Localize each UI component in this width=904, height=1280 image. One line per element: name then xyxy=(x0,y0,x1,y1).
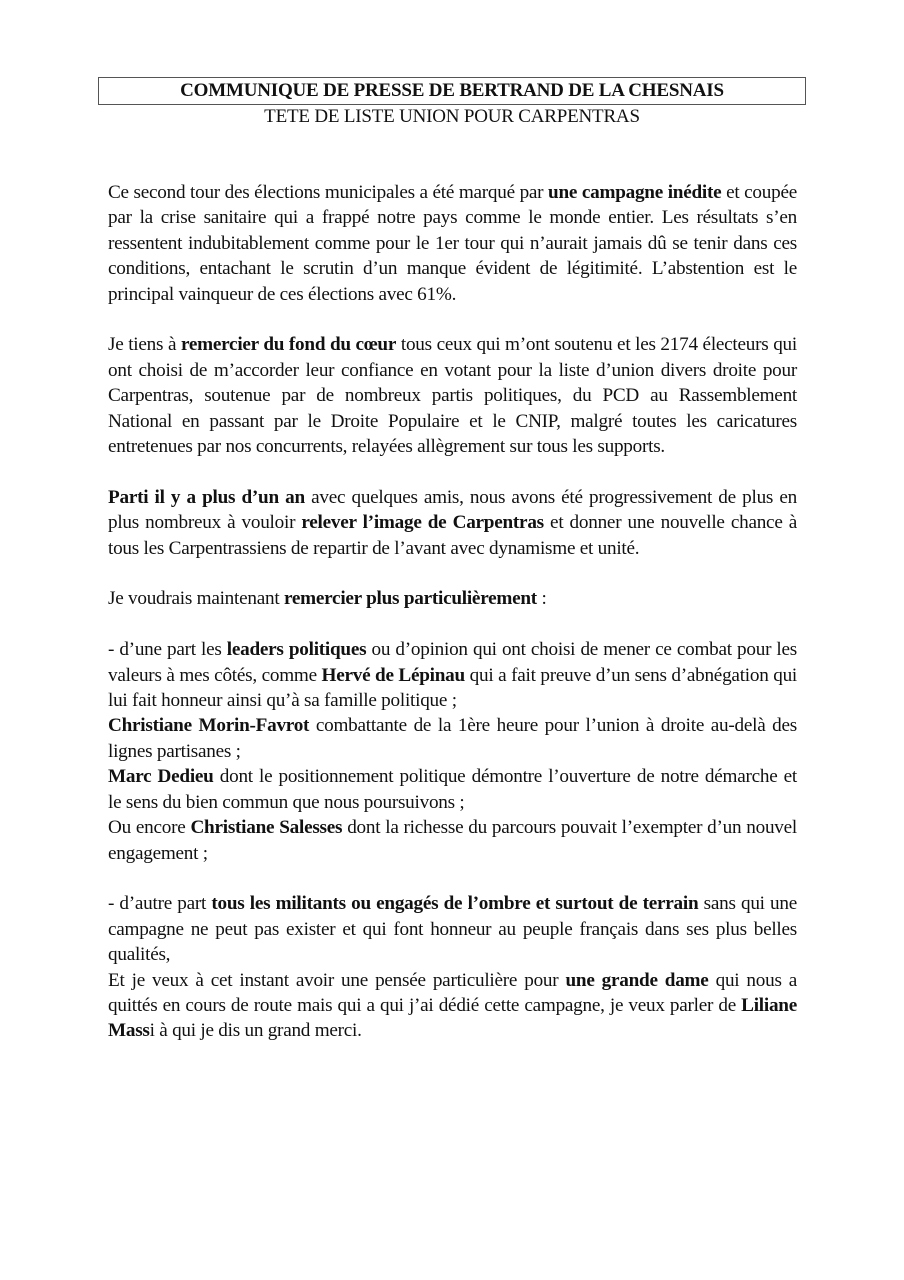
emphasized-text: remercier plus particulièrement xyxy=(283,588,537,610)
paragraph-text: et donner une nouvelle chance à tous les Carpentrassiens de repartir de l’avant avec dynamisme et unité. xyxy=(108,512,798,559)
press-release-body xyxy=(108,180,797,1044)
paragraph-text: Ce second tour des élections municipales a été marqué par xyxy=(108,182,549,203)
press-release-title-box xyxy=(98,77,806,105)
emphasized-text: une grande dame xyxy=(565,969,709,991)
paragraph-text: ou d’opinion qui ont choisi de mener ce combat pour les valeurs à mes côtés, comme xyxy=(108,639,797,686)
paragraph-text: : xyxy=(536,588,547,610)
paragraph-text: i à qui je dis un grand merci. xyxy=(149,1020,362,1042)
emphasized-text: Marc Dedieu xyxy=(108,766,214,788)
paragraph-text: Je voudrais maintenant xyxy=(108,588,284,610)
emphasized-text: une campagne inédite xyxy=(548,182,722,203)
emphasized-text: Hervé de Lépinau xyxy=(321,664,465,686)
emphasized-text: Parti il y a plus d’un an xyxy=(108,486,305,508)
paragraph-text: tous ceux qui m’ont soutenu et les 2174 électeurs qui ont choisi de m’accorder leur confiance en votant pour la liste d’union divers droite pour Carpentras, soutenue par de nombreux partis politiques, du PCD au Rassemblement National en passant par le Droite Populaire et le CNIP, malgré toutes les caricatures entretenues par nos concurrents, relayées allègrement sur tous les supports. xyxy=(108,334,797,458)
emphasized-text: relever l’image de Carpentras xyxy=(301,512,544,534)
body-paragraph xyxy=(108,764,797,815)
emphasized-text: tous les militants ou engagés de l’ombre et surtout de terrain xyxy=(211,893,699,915)
paragraph-text: - d’une part les xyxy=(108,639,227,661)
paragraph-text: Je tiens à xyxy=(108,334,181,356)
body-paragraph xyxy=(108,586,797,611)
body-paragraph xyxy=(108,332,797,459)
paragraph-text: combattante de la 1ère heure pour l’union à droite au-delà des lignes partisanes ; xyxy=(108,715,797,762)
paragraph-text: Et je veux à cet instant avoir une pensée particulière pour xyxy=(108,969,566,991)
emphasized-text: leaders politiques xyxy=(226,639,367,661)
body-paragraph xyxy=(108,485,797,561)
body-paragraph xyxy=(108,815,797,866)
press-release-title: COMMUNIQUE DE PRESSE DE BERTRAND DE LA CHESNAIS xyxy=(180,80,724,101)
paragraph-text: Ou encore xyxy=(108,817,191,839)
emphasized-text: Christiane Salesses xyxy=(190,817,343,839)
emphasized-text: Christiane Morin-Favrot xyxy=(108,715,310,737)
body-paragraph xyxy=(108,968,797,1044)
press-release-subtitle: TETE DE LISTE UNION POUR CARPENTRAS xyxy=(264,106,640,127)
body-paragraph xyxy=(108,180,797,307)
paragraph-text: dont la richesse du parcours pouvait l’exempter d’un nouvel engagement ; xyxy=(108,817,797,864)
paragraph-text: qui a fait preuve d’un sens d’abnégation qui lui fait honneur ainsi qu’à sa famille politique ; xyxy=(108,664,798,712)
emphasized-text: Liliane Mass xyxy=(108,994,797,1042)
paragraph-text: qui nous a quittés en cours de route mais qui a qui j’ai dédié cette campagne, je veux parler de xyxy=(108,969,797,1016)
body-paragraph xyxy=(108,713,797,764)
body-paragraph xyxy=(108,637,797,713)
paragraph-text: - d’autre part xyxy=(108,893,212,915)
paragraph-text: dont le positionnement politique démontre l’ouverture de notre démarche et le sens du bien commun que nous poursuivons ; xyxy=(108,766,797,813)
body-paragraph xyxy=(108,891,797,967)
paragraph-text: et coupée par la crise sanitaire qui a frappé notre pays comme le monde entier. Les résultats s’en ressentent indubitablement comme pour le 1er tour qui n’aurait jamais dû se tenir dans ces conditions, entachant le scrutin d’un manque évident de légitimité. L’abstention est le principal vainqueur de ces élections avec 61%. xyxy=(108,182,797,305)
emphasized-text: remercier du fond du cœur xyxy=(180,334,397,356)
paragraph-text: sans qui une campagne ne peut pas exister et qui font honneur au peuple français dans ses plus belles qualités, xyxy=(108,893,797,966)
paragraph-text: avec quelques amis, nous avons été progressivement de plus en plus nombreux à vouloir xyxy=(108,486,797,534)
